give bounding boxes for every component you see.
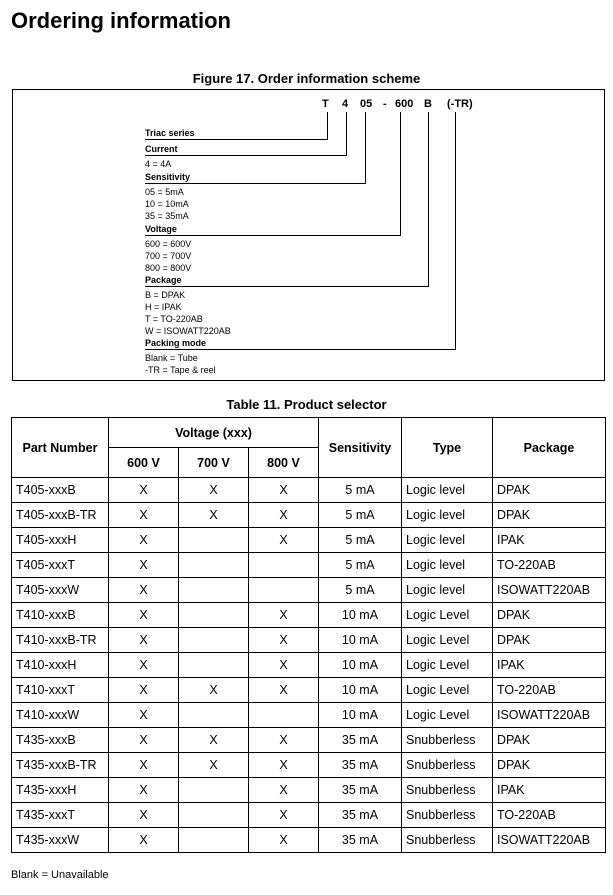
table-cell: 35 mA — [319, 803, 402, 828]
table-row — [12, 753, 606, 778]
table-cell: X — [109, 628, 179, 653]
field-value: B = DPAK — [145, 290, 186, 300]
table-row — [12, 728, 606, 753]
table-row — [12, 553, 606, 578]
section-heading: Ordering information — [11, 8, 231, 33]
table-cell: X — [249, 628, 319, 653]
table-cell: X — [109, 653, 179, 678]
table-cell: Logic Level — [402, 628, 493, 653]
table-row — [12, 778, 606, 803]
table-cell — [179, 778, 249, 803]
table-cell: ISOWATT220AB — [493, 703, 606, 728]
table-cell: ISOWATT220AB — [493, 828, 606, 853]
table-cell: T405-xxxB-TR — [12, 503, 109, 528]
code-segment: B — [424, 98, 432, 110]
table-cell: X — [249, 528, 319, 553]
field-label: Triac series — [145, 128, 195, 138]
field-value: H = IPAK — [145, 302, 182, 312]
product-selector-table — [11, 417, 606, 853]
table-cell: X — [109, 678, 179, 703]
table-cell: IPAK — [493, 528, 606, 553]
table-cell — [179, 578, 249, 603]
table-cell: Logic level — [402, 503, 493, 528]
table-cell — [179, 803, 249, 828]
table-cell: X — [179, 728, 249, 753]
table-cell: X — [109, 828, 179, 853]
table-cell: T410-xxxT — [12, 678, 109, 703]
header-800v: 800 V — [249, 448, 319, 478]
table-cell: Snubberless — [402, 828, 493, 853]
table-cell: X — [249, 728, 319, 753]
table-row — [12, 803, 606, 828]
table-cell: X — [109, 503, 179, 528]
field-value: T = TO-220AB — [145, 314, 203, 324]
table-cell: Snubberless — [402, 728, 493, 753]
table-cell: T405-xxxB — [12, 478, 109, 503]
field-value: 05 = 5mA — [145, 187, 184, 197]
code-segment: - — [383, 98, 387, 110]
table-cell: 35 mA — [319, 828, 402, 853]
table-cell: TO-220AB — [493, 678, 606, 703]
table-cell: X — [109, 753, 179, 778]
table-cell: X — [249, 603, 319, 628]
table-cell: Snubberless — [402, 753, 493, 778]
field-value: -TR = Tape & reel — [145, 365, 216, 375]
table-cell: DPAK — [493, 603, 606, 628]
field-value: Blank = Tube — [145, 353, 198, 363]
table-cell: T410-xxxW — [12, 703, 109, 728]
table-cell: Snubberless — [402, 803, 493, 828]
table-cell: 10 mA — [319, 603, 402, 628]
header-700v: 700 V — [179, 448, 249, 478]
field-value: 600 = 600V — [145, 239, 192, 249]
table-cell: X — [109, 553, 179, 578]
table-cell: 10 mA — [319, 653, 402, 678]
table-row — [12, 653, 606, 678]
table-cell: X — [249, 503, 319, 528]
table-cell: X — [249, 478, 319, 503]
code-segment: (-TR) — [447, 98, 473, 110]
table-row — [12, 603, 606, 628]
table-cell: X — [109, 703, 179, 728]
table-cell: Logic Level — [402, 653, 493, 678]
header-type: Type — [402, 418, 493, 478]
table-cell: X — [179, 753, 249, 778]
header-package: Package — [493, 418, 606, 478]
table-cell: 5 mA — [319, 478, 402, 503]
table-cell: X — [109, 478, 179, 503]
table-row — [12, 478, 606, 503]
table-cell: T405-xxxH — [12, 528, 109, 553]
field-value: 700 = 700V — [145, 251, 192, 261]
table-cell: Logic level — [402, 578, 493, 603]
table-row — [12, 528, 606, 553]
table-cell: 5 mA — [319, 578, 402, 603]
table-cell — [179, 703, 249, 728]
table-cell — [179, 603, 249, 628]
table-cell — [249, 578, 319, 603]
table-cell: X — [109, 603, 179, 628]
table-cell: ISOWATT220AB — [493, 578, 606, 603]
table-cell — [179, 528, 249, 553]
field-value: 800 = 800V — [145, 263, 192, 273]
table-cell: Logic level — [402, 553, 493, 578]
field-label: Voltage — [145, 224, 177, 234]
header-part-number: Part Number — [12, 418, 109, 478]
table-cell: 10 mA — [319, 703, 402, 728]
table-cell: T410-xxxB — [12, 603, 109, 628]
header-sensitivity: Sensitivity — [319, 418, 402, 478]
table-cell: T405-xxxT — [12, 553, 109, 578]
field-value: 35 = 35mA — [145, 211, 189, 221]
table-cell: Logic level — [402, 478, 493, 503]
table-cell: T405-xxxW — [12, 578, 109, 603]
table-cell: TO-220AB — [493, 803, 606, 828]
table-cell: Logic Level — [402, 678, 493, 703]
table-row — [12, 578, 606, 603]
table-cell: X — [109, 578, 179, 603]
table-cell: X — [109, 803, 179, 828]
table-cell: 10 mA — [319, 628, 402, 653]
table-cell: 10 mA — [319, 678, 402, 703]
table-cell: X — [249, 778, 319, 803]
table-cell: X — [249, 653, 319, 678]
table-row — [12, 628, 606, 653]
table-cell: DPAK — [493, 753, 606, 778]
table-cell: Logic Level — [402, 603, 493, 628]
field-label: Packing mode — [145, 338, 207, 348]
table-cell: X — [249, 753, 319, 778]
table-cell — [249, 703, 319, 728]
table-cell: DPAK — [493, 503, 606, 528]
table-cell: 35 mA — [319, 778, 402, 803]
code-segment: 05 — [360, 98, 373, 110]
table-cell: X — [249, 828, 319, 853]
table-cell — [249, 553, 319, 578]
figure-caption: Figure 17. Order information scheme — [192, 71, 421, 86]
table-cell: T410-xxxB-TR — [12, 628, 109, 653]
table-cell: DPAK — [493, 728, 606, 753]
table-cell: T435-xxxB-TR — [12, 753, 109, 778]
table-cell: 5 mA — [319, 528, 402, 553]
table-cell: T435-xxxB — [12, 728, 109, 753]
table-cell: 35 mA — [319, 728, 402, 753]
table-note: Blank = Unavailable — [11, 869, 109, 881]
table-cell: X — [249, 678, 319, 703]
table-cell: DPAK — [493, 478, 606, 503]
field-label: Package — [145, 275, 182, 285]
table-cell: T435-xxxW — [12, 828, 109, 853]
table-cell — [179, 653, 249, 678]
table-cell: X — [179, 478, 249, 503]
table-cell: X — [179, 678, 249, 703]
table-cell: IPAK — [493, 653, 606, 678]
table-cell: X — [249, 803, 319, 828]
code-segment: T — [322, 98, 329, 110]
table-cell: T435-xxxT — [12, 803, 109, 828]
table-cell: X — [109, 528, 179, 553]
field-value: W = ISOWATT220AB — [145, 326, 231, 336]
table-cell: Snubberless — [402, 778, 493, 803]
table-row — [12, 828, 606, 853]
field-value: 4 = 4A — [145, 159, 172, 169]
table-row — [12, 703, 606, 728]
table-cell: 5 mA — [319, 503, 402, 528]
connector-lines — [0, 0, 613, 400]
table-cell: 5 mA — [319, 553, 402, 578]
table-cell: Logic Level — [402, 703, 493, 728]
field-label: Current — [145, 144, 178, 154]
table-cell — [179, 828, 249, 853]
field-value: 10 = 10mA — [145, 199, 189, 209]
table-caption: Table 11. Product selector — [226, 397, 387, 412]
header-voltage: Voltage (xxx) — [109, 418, 319, 448]
table-cell: IPAK — [493, 778, 606, 803]
header-600v: 600 V — [109, 448, 179, 478]
table-cell: Logic level — [402, 528, 493, 553]
table-row — [12, 678, 606, 703]
table-cell: X — [109, 778, 179, 803]
field-label: Sensitivity — [145, 172, 191, 182]
table-cell: DPAK — [493, 628, 606, 653]
table-cell: T435-xxxH — [12, 778, 109, 803]
table-cell: X — [179, 503, 249, 528]
table-cell: X — [109, 728, 179, 753]
table-cell: 35 mA — [319, 753, 402, 778]
table-cell — [179, 628, 249, 653]
code-segment: 600 — [395, 98, 414, 110]
table-cell: T410-xxxH — [12, 653, 109, 678]
code-segment: 4 — [342, 98, 349, 110]
table-cell: TO-220AB — [493, 553, 606, 578]
table-cell — [179, 553, 249, 578]
table-row — [12, 503, 606, 528]
